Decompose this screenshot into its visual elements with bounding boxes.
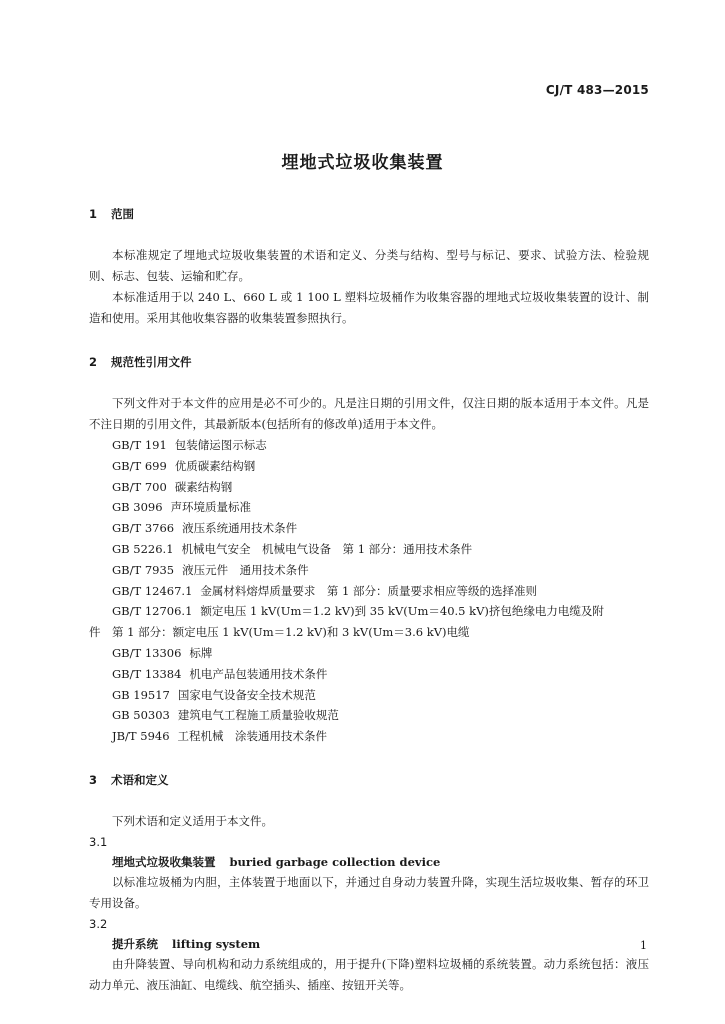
reference-code: GB/T 699 [112, 458, 167, 473]
section-heading-scope [89, 205, 649, 223]
term-en: buried garbage collection device [229, 854, 441, 869]
reference-title: 额定电压 1 kV(Um＝1.2 kV)到 35 kV(Um＝40.5 kV)挤包绝缘电力电缆及附 [200, 604, 604, 619]
reference-item [89, 726, 649, 747]
reference-code: GB/T 12467.1 [112, 583, 193, 598]
term-zh: 埋地式垃圾收集装置 [112, 854, 216, 869]
reference-code: GB/T 700 [112, 479, 167, 494]
reference-item [89, 664, 649, 685]
reference-item [89, 685, 649, 706]
page-number: 1 [640, 939, 647, 952]
reference-title: 标牌 [189, 645, 213, 660]
reference-item [89, 705, 649, 726]
reference-title: 机械电气安全 机械电气设备 第 1 部分：通用技术条件 [181, 541, 473, 556]
reference-code: GB 50303 [112, 708, 170, 723]
reference-item [89, 643, 649, 664]
reference-code: GB/T 3766 [112, 521, 175, 536]
reference-code: GB 3096 [112, 500, 163, 515]
reference-item [89, 518, 649, 539]
reference-code: GB 5226.1 [112, 541, 174, 556]
reference-title: 机电产品包装通用技术条件 [189, 666, 328, 681]
reference-title: 液压元件 通用技术条件 [182, 562, 309, 577]
term-definition: 由升降装置、导向机构和动力系统组成的，用于提升(下降)塑料垃圾桶的系统装置。动力系统包括：液压动力单元、液压油缸、电缆线、航空插头、插座、按钮开关等。 [89, 956, 649, 992]
reference-item [89, 477, 649, 498]
reference-code: GB/T 191 [112, 438, 167, 452]
document-title: 埋地式垃圾收集装置 [281, 153, 444, 173]
section-title: 术语和定义 [111, 772, 169, 787]
section-title: 范围 [111, 207, 134, 221]
terms-intro: 下列术语和定义适用于本文件。 [112, 813, 273, 828]
scope-paragraph: 本标准规定了埋地式垃圾收集装置的术语和定义、分类与结构、型号与标记、要求、试验方法、检验规则、标志、包装、运输和贮存。 [89, 248, 649, 283]
term-heading [89, 934, 649, 954]
section-number: 2 [89, 355, 98, 369]
section-title: 规范性引用文件 [111, 355, 192, 369]
references-intro: 下列文件对于本文件的应用是必不可少的。凡是注日期的引用文件，仅注日期的版本适用于本文件。凡是不注日期的引用文件，其最新版本(包括所有的修改单)适用于本文件。 [89, 396, 649, 431]
reference-list [89, 435, 649, 747]
reference-title: 声环境质量标准 [170, 500, 252, 515]
reference-code: GB 19517 [112, 687, 170, 702]
term-entry [89, 914, 649, 996]
reference-continuation: 件 第 1 部分：额定电压 1 kV(Um＝1.2 kV)和 3 kV(Um＝3.6 kV)电缆 [89, 625, 470, 640]
term-definition: 以标准垃圾桶为内胆，主体装置于地面以下，并通过自身动力装置升降，实现生活垃圾收集、暂存的环卫专用设备。 [89, 874, 649, 910]
document-body [89, 205, 649, 996]
term-heading [89, 852, 649, 872]
reference-item [89, 539, 649, 560]
reference-code: GB/T 13306 [112, 645, 182, 660]
reference-code: JB/T 5946 [112, 729, 170, 744]
section-heading-normative-references [89, 353, 649, 371]
reference-title: 液压系统通用技术条件 [182, 521, 298, 536]
reference-item [89, 601, 649, 622]
reference-title: 碳素结构钢 [174, 479, 233, 494]
standard-number: CJ/T 483—2015 [545, 83, 649, 97]
reference-title: 建筑电气工程施工质量验收规范 [177, 708, 339, 723]
reference-code: GB/T 13384 [112, 666, 182, 681]
term-number: 3.1 [89, 834, 108, 849]
reference-code: GB/T 7935 [112, 562, 175, 577]
term-zh: 提升系统 [112, 936, 158, 951]
section-number: 3 [89, 772, 98, 787]
reference-item [89, 560, 649, 581]
reference-title: 国家电气设备安全技术规范 [177, 687, 316, 702]
section-heading-terms-and-definitions [89, 771, 649, 789]
term-number: 3.2 [89, 916, 108, 931]
reference-title: 工程机械 涂装通用技术条件 [177, 729, 328, 744]
reference-code: GB/T 12706.1 [112, 604, 193, 619]
scope-paragraph: 本标准适用于以 240 L、660 L 或 1 100 L 塑料垃圾桶作为收集容器的埋地式垃圾收集装置的设计、制造和使用。采用其他收集容器的收集装置参照执行。 [89, 290, 649, 325]
reference-title: 优质碳素结构钢 [174, 458, 256, 473]
reference-title: 包装储运图示标志 [174, 438, 267, 452]
reference-item [89, 581, 649, 602]
reference-item [89, 497, 649, 518]
reference-title: 金属材料熔焊质量要求 第 1 部分：质量要求相应等级的选择准则 [200, 583, 538, 598]
term-en: lifting system [172, 936, 261, 951]
reference-item [89, 435, 649, 456]
term-entry [89, 832, 649, 914]
section-number: 1 [89, 207, 98, 221]
reference-item [89, 456, 649, 477]
